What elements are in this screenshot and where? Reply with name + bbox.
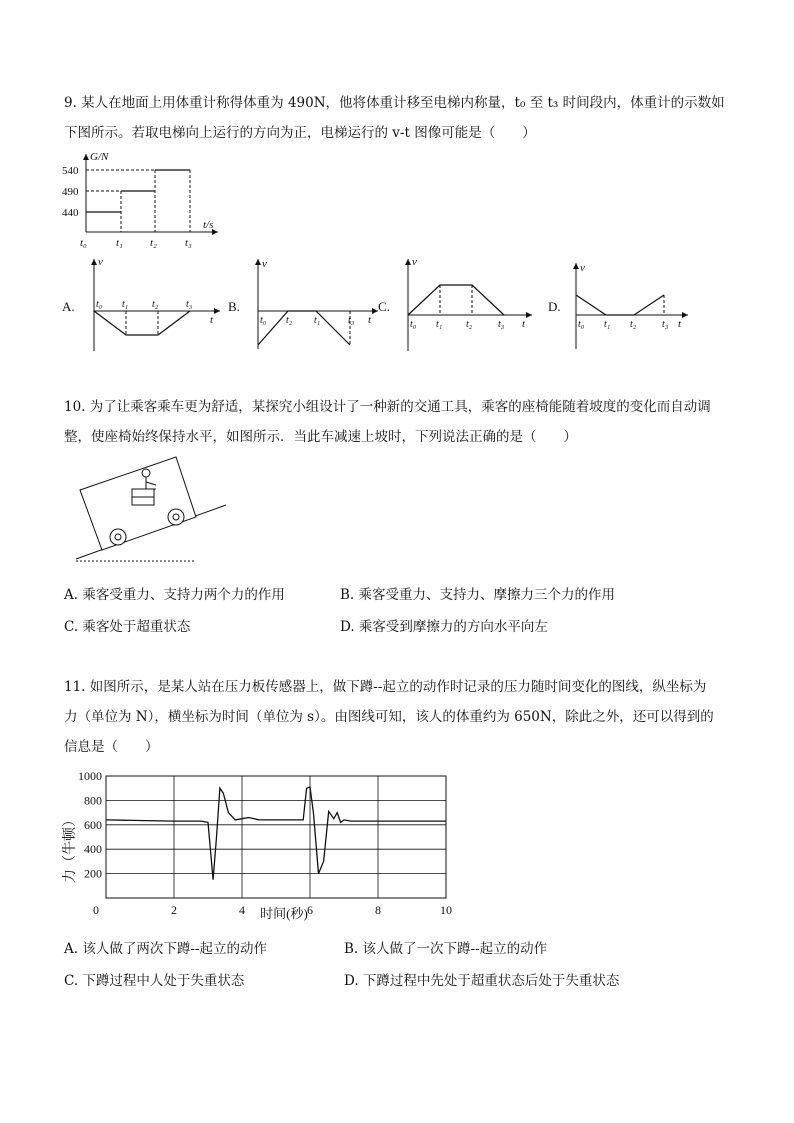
q9-c-curve — [408, 285, 504, 315]
svg-text:t₁: t₁ — [604, 319, 611, 330]
svg-text:t₃: t₃ — [498, 319, 505, 330]
q10-option-d[interactable]: D. 乘客受到摩擦力的方向水平向左 — [340, 619, 548, 635]
q10-line1: 10. 为了让乘客乘车更为舒适，某探究小组设计了一种新的交通工具，乘客的座椅能随着坡度的变化而自动调 — [64, 399, 711, 415]
svg-text:v: v — [580, 262, 585, 274]
q11-ytick-label: 1000 — [78, 769, 102, 783]
svg-text:t: t — [678, 318, 682, 330]
q9-option-a[interactable] — [62, 256, 220, 351]
q10-passenger-head — [142, 469, 150, 477]
svg-text:t₃: t₃ — [348, 315, 355, 326]
q9-xtick-t1: t₁ — [116, 237, 123, 249]
q9-stem — [64, 88, 744, 148]
q11-xtick-label: 4 — [239, 903, 245, 917]
q11-option-a[interactable]: A. 该人做了两次下蹲--起立的动作 — [64, 941, 267, 957]
q9-options — [60, 255, 710, 355]
q11-line1: 11. 如图所示，是某人站在压力板传感器上，做下蹲--起立的动作时记录的压力随时间变化的图线，纵坐标为 — [64, 679, 707, 695]
q11-xtick-label: 6 — [307, 903, 313, 917]
q9-ytick-490: 490 — [62, 186, 79, 198]
svg-text:t: t — [368, 314, 372, 326]
q11-option-c[interactable]: C. 下蹲过程中人处于失重状态 — [64, 973, 245, 989]
q9-option-d-label: D. — [548, 299, 561, 314]
q11-ylabel: 力（牛顿） — [63, 813, 78, 883]
q11-plot-frame — [106, 776, 446, 898]
q9-option-d[interactable] — [548, 262, 688, 349]
svg-text:t₁: t₁ — [314, 315, 321, 326]
q11-xlabel: 时间(秒) — [260, 906, 308, 921]
q11-line2: 力（单位为 N），横坐标为时间（单位为 s）。由图线可知，该人的体重约为 650N，除此之外，还可以得到的 — [64, 709, 714, 725]
q11-grid — [106, 776, 446, 898]
q11-force-line — [106, 787, 446, 880]
q10-stem — [64, 392, 744, 452]
q11-xtick-label: 2 — [171, 903, 177, 917]
q9-ytick-440: 440 — [62, 207, 79, 219]
q11-option-d[interactable]: D. 下蹲过程中先处于超重状态后处于失重状态 — [344, 973, 620, 989]
svg-text:t₀: t₀ — [260, 315, 267, 326]
svg-text:t₀: t₀ — [578, 319, 585, 330]
q9-option-c-label: C. — [378, 299, 390, 314]
svg-text:t₂: t₂ — [286, 315, 293, 326]
q11-ytick-label: 200 — [84, 866, 102, 881]
q9-a-t: t — [210, 314, 214, 326]
q9-xlabel: t/s — [203, 219, 214, 231]
svg-text:t₀: t₀ — [410, 319, 417, 330]
q9-option-a-label: A. — [62, 299, 75, 314]
q11-ytick-label: 600 — [84, 817, 102, 832]
q11-stem — [64, 672, 744, 762]
svg-text:t₂: t₂ — [152, 299, 159, 310]
q11-xtick-label: 0 — [93, 903, 99, 917]
q9-a-curve — [94, 311, 190, 335]
svg-text:t₃: t₃ — [662, 319, 669, 330]
q9-xtick-t3: t₃ — [185, 237, 192, 249]
q10-option-a[interactable]: A. 乘客受重力、支持力两个力的作用 — [64, 587, 285, 603]
q11-force-chart — [60, 766, 460, 924]
q10-vehicle-figure — [72, 455, 232, 565]
q11-yticks — [78, 769, 102, 881]
svg-text:t₀: t₀ — [96, 299, 103, 310]
q9-ylabel: G/N — [90, 151, 109, 163]
q9-a-v: v — [98, 256, 103, 268]
q11-xtick-label: 10 — [440, 903, 452, 917]
q9-option-b-label: B. — [228, 299, 240, 314]
q10-option-b[interactable]: B. 乘客受重力、支持力、摩擦力三个力的作用 — [340, 587, 616, 603]
svg-text:t₁: t₁ — [122, 299, 129, 310]
q9-ytick-540: 540 — [62, 165, 79, 177]
svg-text:t₂: t₂ — [466, 319, 473, 330]
svg-text:t: t — [522, 318, 526, 330]
q9-option-b[interactable] — [228, 258, 378, 349]
q11-option-b[interactable]: B. 该人做了一次下蹲--起立的动作 — [344, 941, 548, 957]
q10-line2: 整，使座椅始终保持水平，如图所示．当此车减速上坡时，下列说法正确的是（ ） — [64, 429, 577, 445]
q9-b-curve — [258, 311, 350, 345]
svg-text:v: v — [262, 258, 267, 270]
q9-line2: 下图所示。若取电梯向上运行的方向为正，电梯运行的 v-t 图像可能是（ ） — [64, 125, 536, 141]
q11-ytick-label: 800 — [84, 793, 102, 808]
svg-text:t₁: t₁ — [436, 319, 443, 330]
q11-xtick-label: 8 — [375, 903, 381, 917]
q9-weight-graph — [60, 148, 230, 253]
q10-option-c[interactable]: C. 乘客处于超重状态 — [64, 619, 191, 635]
q11-line3: 信息是（ ） — [64, 739, 159, 755]
svg-text:v: v — [412, 256, 417, 268]
svg-text:t₂: t₂ — [630, 319, 637, 330]
q9-option-c[interactable] — [378, 256, 532, 351]
q9-xtick-t2: t₂ — [150, 237, 157, 249]
q11-ytick-label: 400 — [84, 842, 102, 857]
q9-xtick-t0: t₀ — [80, 237, 87, 249]
q9-d-curve — [576, 295, 664, 315]
q9-line1: 9. 某人在地面上用体重计称得体重为 490N，他将体重计移至电梯内称量，t₀ 至 t₃ 时间段内，体重计的示数如 — [64, 95, 725, 111]
svg-text:t₃: t₃ — [186, 299, 193, 310]
